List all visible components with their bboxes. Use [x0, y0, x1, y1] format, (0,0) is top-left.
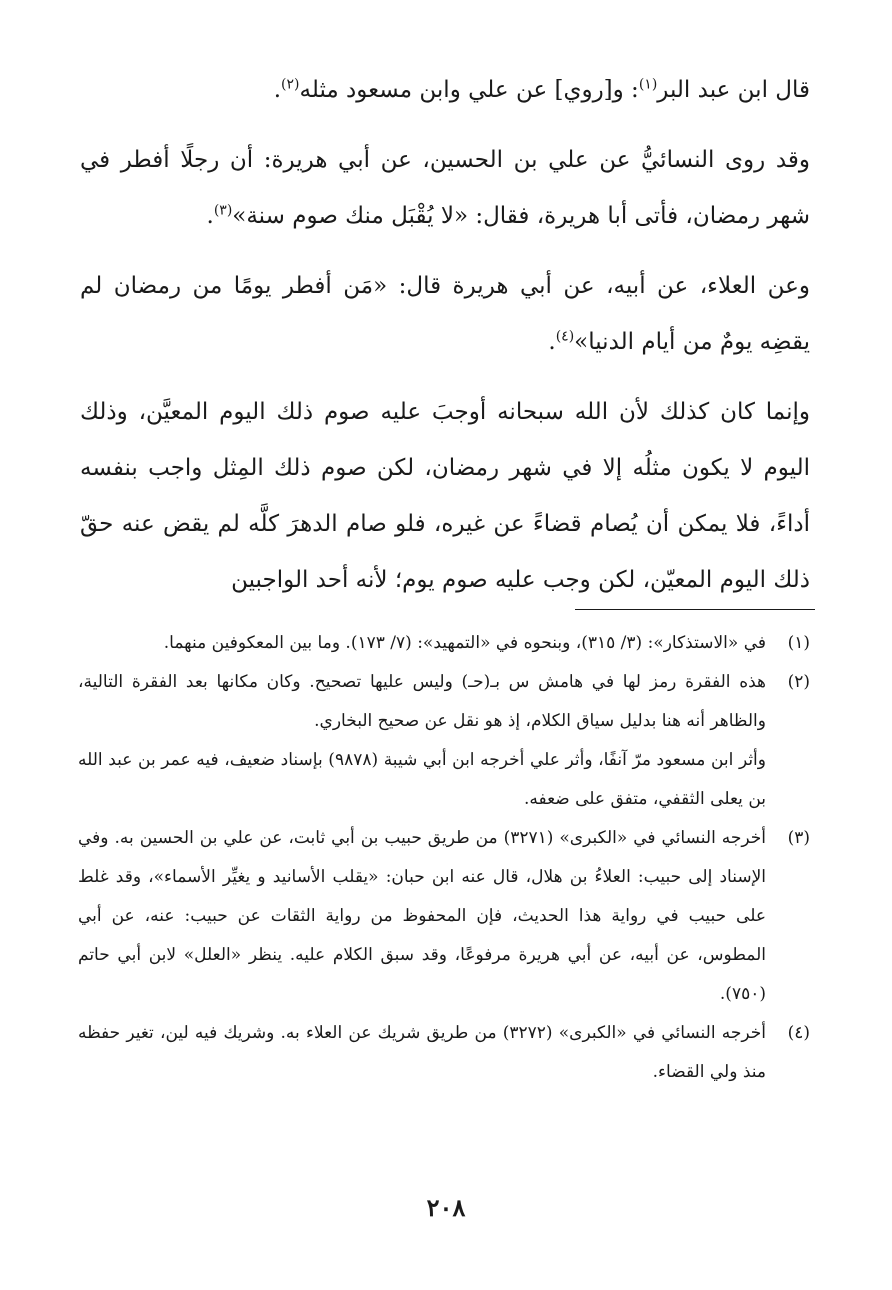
footnote-text: وأثر ابن مسعود مرّ آنفًا، وأثر علي أخرجه ابن أبي شيبة (٩٨٧٨) بإسناد ضعيف، فيه عمر بن عبد الله بن يعلى الثقفي، متفق على ضعفه. [78, 750, 766, 809]
paragraph-4: وإنما كان كذلك لأن الله سبحانه أوجبَ عليه صوم ذلك اليوم المعيَّن، وذلك اليوم لا يكون مثلُه إلا في شهر رمضان، لكن صوم ذلك المِثل واجب بنفسه أداءً، فلا يمكن أن يُصام قضاءً عن غيره، فلو صام الدهرَ كلَّه لم يقض عنه حقّ ذلك اليوم المعيّن، لكن وجب عليه صوم يوم؛ لأنه أحد الواجبين [80, 399, 810, 593]
footnote-separator [575, 609, 815, 610]
footnote-text: أخرجه النسائي في «الكبرى» (٣٢٧١) من طريق حبيب بن أبي ثابت، عن علي بن الحسين به. وفي الإسناد إلى حبيب: العلاءُ بن هلال، قال عنه ابن حبان: «يقلب الأسانيد و يغيِّر الأسماء»، وقد غلط على حبيب في رواية هذا الحديث، فإن المحفوظ من رواية الثقات عن حبيب: عنه، عن أبي المطوس، عن أبيه، عن أبي هريرة مرفوعًا، وقد سبق الكلام عليه. ينظر «العلل» لابن أبي حاتم (٧٥٠). [78, 828, 766, 1004]
paragraph-3: وعن العلاء، عن أبيه، عن أبي هريرة قال: «مَن أفطر يومًا من رمضان لم يقضِه يومٌ من أيام الدنيا»$^{(٤)}$. [80, 273, 810, 355]
paragraph-1: قال ابن عبد البر$^{(١)}$: و[روي] عن علي وابن مسعود مثله$^{(٢)}$. [273, 76, 810, 103]
footnote-1 [78, 624, 810, 663]
footnote-3 [78, 819, 810, 1014]
footnote-text: في «الاستذكار»: (٣/ ٣١٥)، وبنحوه في «التمهيد»: (٧/ ١٧٣). وما بين المعكوفين منهما. [163, 633, 766, 653]
footnote-text: هذه الفقرة رمز لها في هامش س بـ(حـ) وليس عليها تصحيح. وكان مكانها بعد الفقرة التالية، والظاهر أنه هنا بدليل سياق الكلام، إذ هو نقل عن صحيح البخاري. [78, 672, 766, 731]
main-text [80, 62, 810, 622]
footnote-ref-3[interactable]: (٣) [213, 202, 233, 219]
footnotes [78, 624, 810, 1092]
footnote-body [78, 819, 766, 1014]
footnote-number: (٤) [787, 1023, 810, 1043]
footnote-ref-4[interactable]: (٤) [555, 328, 575, 345]
footnote-2 [78, 663, 810, 819]
paragraph-2: وقد روى النسائيُّ عن علي بن الحسين، عن أبي هريرة: أن رجلًا أفطر في شهر رمضان، فأتى أبا هريرة، فقال: «لا يُقْبَل منك صوم سنة»$^{(٣)}$. [80, 147, 810, 229]
footnote-number: (٣) [787, 828, 810, 848]
footnote-ref-1[interactable]: (١) [638, 76, 658, 93]
footnote-body [78, 663, 766, 819]
footnote-text: أخرجه النسائي في «الكبرى» (٣٢٧٢) من طريق شريك عن العلاء به. وشريك فيه لين، تغير حفظه منذ ولي القضاء. [78, 1023, 767, 1082]
footnote-body [78, 1014, 766, 1092]
footnote-4 [78, 1014, 810, 1092]
page-number: ٢٠٨ [426, 1193, 466, 1222]
footnote-number: (٢) [787, 672, 810, 692]
footnote-body [78, 624, 766, 663]
footnote-ref-2[interactable]: (٢) [281, 76, 300, 93]
footnote-number: (١) [787, 633, 810, 653]
